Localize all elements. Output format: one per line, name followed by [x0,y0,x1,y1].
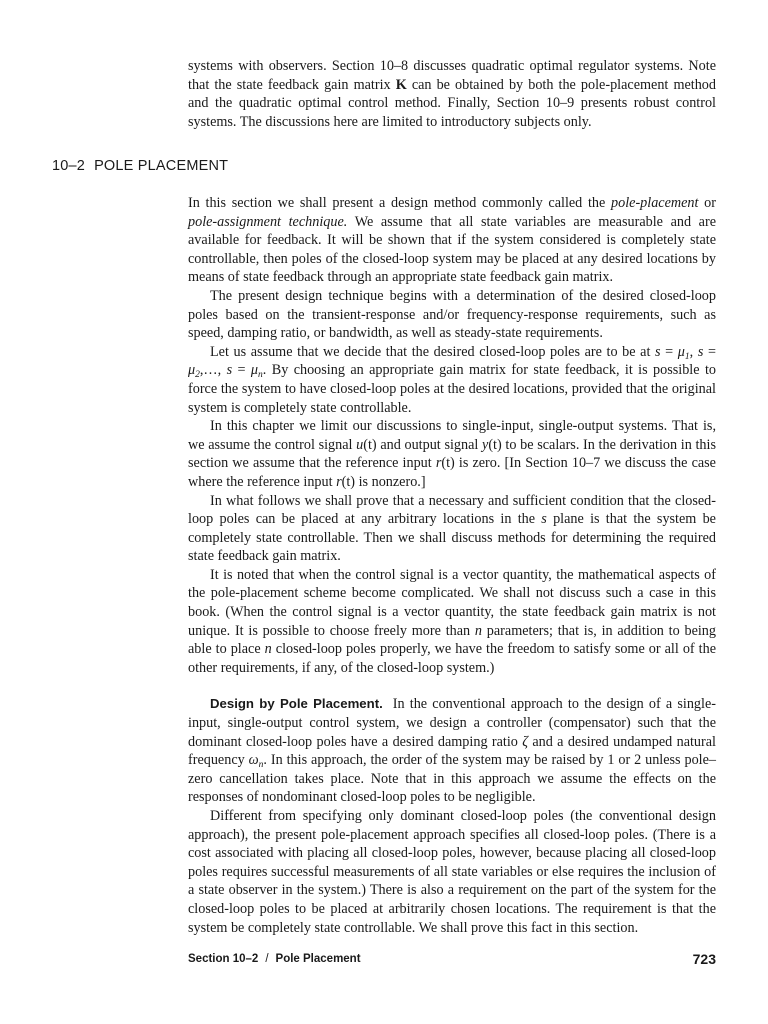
paragraph-7 [188,695,716,807]
math-s: s [541,511,547,528]
text-run: is zero. [In Section 10–7 we discuss the case where the reference input [188,455,716,490]
text-run: plane is that the system be completely state controllable. Then we shall discuss methods for determining the required state feedback gain matrix. [188,511,716,565]
math-r: r [336,473,342,490]
text-run: and output signal [376,436,483,453]
page-number: 723 [692,951,716,967]
section-title: POLE PLACEMENT [94,158,229,174]
text-run: is nonzero.] [355,473,426,490]
matrix-K-symbol: K [395,76,407,93]
text-run: Different from specifying only dominant closed-loop poles (the conventional design approach), the present pole-placement approach specifies all closed-loop poles. (There is a cost associated with placing all closed-loop poles, however, because placing all closed-loop poles requires successful measurements of all state variables or else requires the inclusion of a state observer in the system.) There is also a requirement on the part of the system for the closed-loop poles to be placed at arbitrarily chosen locations. The requirement is that the system be completely state controllable. We shall prove this fact in this section. [188,808,716,936]
math-y: y [482,436,489,453]
math-mu: μ [677,343,685,360]
math-dots: ,…, [199,362,227,379]
text-run: It is noted that when the control signal is a vector quantity, the mathematical aspects of the pole-placement scheme become complicated. We shall not discuss such a case in this book. (When the control signal is a vector quantity, the state feedback gain matrix is not unique. It is possible to choose freely more than [188,566,716,639]
text-run: to be scalars. In the derivation in this section we assume that the reference input [188,436,716,472]
math-subscript: n [258,760,264,771]
math-arg: (t) [488,436,502,453]
paragraph-3 [188,343,716,417]
math-eq: = [660,343,678,360]
text-run: . In this approach, the order of the system may be raised by 1 or 2 unless pole–zero cancellation takes place. Note that in this approach we assume the effects on the responses of nondominant closed-loop poles to be negligible. [188,752,717,806]
math-u: u [356,436,364,453]
text-run: can be obtained by both the pole-placement method and the quadratic optimal control method. Finally, Section 10–9 presents robust control systems. The discussions here are limited to introductory subjects only. [188,76,716,130]
paragraph-4 [188,417,716,491]
paragraph-6 [188,566,716,678]
text-run: Let us assume that we decide that the desired closed-loop poles are to be at [210,343,656,360]
page-footer [188,953,716,965]
math-s: s [226,362,233,379]
footer-separator: / [265,953,269,965]
italic-term: pole-assignment technique. [188,213,348,230]
section-number: 10–2 [52,158,86,174]
text-run: The present design technique begins with a determination of the desired closed-loop poles based on the transient-response and/or frequency-response requirements, such as speed, damping ratio, or bandwidth, as well as steady-state requirements. [188,287,716,342]
math-mu: μ [188,362,196,379]
text-run: systems with observers. Section 10–8 discusses quadratic optimal regulator systems. Note that the state feedback gain matrix [188,58,716,93]
math-mu: μ [250,362,259,379]
paragraph-2 [188,287,716,343]
math-arg: (t) [363,436,377,453]
math-r: r [435,455,442,472]
math-n: n [474,622,482,639]
paragraph-8 [188,807,716,937]
intro-paragraph [188,57,716,131]
footer-title: Pole Placement [275,953,361,965]
math-zeta: ζ [522,733,528,750]
math-eq: = [232,362,251,379]
math-comma: , [689,343,698,360]
math-subscript: 1 [684,351,690,362]
math-s: s [697,343,704,360]
math-s: s [655,343,661,360]
text-run: . By choosing an appropriate gain matrix for state feedback, it is possible to force the system to have closed-loop poles at the desired locations, provided that the original system is completely state controllable. [188,362,716,416]
math-subscript: n [258,370,263,381]
section-heading [52,158,228,174]
text-run: parameters; that is, in addition to being able to place [188,622,716,658]
section-body [188,194,716,937]
math-arg: (t) [441,455,455,472]
italic-term: pole-placement [611,195,699,211]
text-run: We assume that all state variables are measurable and are available for feedback. It will be shown that if the system considered is completely state controllable, then poles of the closed-loop system may be placed at any desired locations by means of state feedback through an appropriate state feedback gain matrix. [188,213,716,286]
math-omega: ω [248,752,259,769]
math-subscript: 2 [195,370,200,381]
text-run: or [698,195,716,211]
text-run: In this chapter we limit our discussions to single-input, single-output systems. That is, we assume the control signal [188,418,716,453]
math-n: n [264,641,272,658]
footer-section: Section 10–2 [188,953,259,965]
text-run: and a desired undamped natural frequency [188,733,716,769]
text-run: In the conventional approach to the design of a single-input, single-output control system, we design a controller (compensator) such that the dominant closed-loop poles have a desired damping ratio [188,696,716,750]
text-run: In this section we shall present a design method commonly called the [188,195,612,211]
text-run: In what follows we shall prove that a necessary and sufficient condition that the closed-loop poles can be placed at any arbitrary locations in the [188,492,716,528]
paragraph-1 [188,194,716,287]
paragraph-5 [188,492,716,566]
run-in-heading: Design by Pole Placement. [210,696,383,712]
math-arg: (t) [341,473,356,490]
intro-paragraph-block [188,57,716,131]
math-eq: = [703,343,716,360]
text-run: closed-loop poles properly, we have the freedom to satisfy some or all of the other requirements, if any, of the closed-loop system.) [188,641,716,676]
